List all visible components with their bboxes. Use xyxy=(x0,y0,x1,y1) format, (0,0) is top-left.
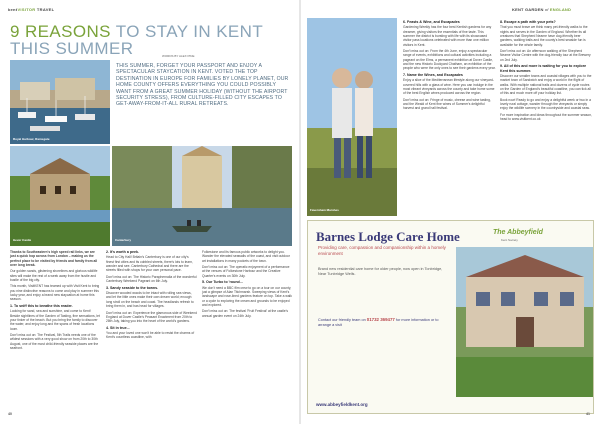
col4-heading-1: 6. Feasts & Wine, and Escapades xyxy=(403,20,460,24)
col4-heading-2: 7. Name the Wines, and Escapades xyxy=(403,72,463,77)
marina-image xyxy=(10,60,110,144)
caption-marina: Royal Harbour, Ramsgate xyxy=(13,137,50,141)
col1-para-1: Thanks to Southeastern's high speed rail links, we are just a quick hop across from London – making us the perfect place to be visited by friends and family from all over long break. xyxy=(10,250,98,267)
advert-photo xyxy=(456,247,594,397)
left-column-2 xyxy=(106,250,197,342)
col2-para-2: Don't miss out on: The Historic Paraphernalia of the wonderful Canterbury Weekend Pageant on 6th July. xyxy=(106,274,197,284)
caption-canterbury: Canterbury xyxy=(115,238,132,242)
right-masthead xyxy=(512,7,571,12)
advert-contact-label: Contact our friendly team on xyxy=(318,318,366,322)
col3-para-1: Folkestone and its famous public artworks to delight you. Wander the elevated seawalls of the coast, and visit outdoor art installations in many pockets of the town. xyxy=(202,250,290,263)
col1-para-2: Our golden sands, glistening shorelines and glorious wildlife sites will make the rest of a week away from the hustle and bustle of the big city. xyxy=(10,269,98,282)
masthead-accent: VISITOR xyxy=(17,7,36,12)
advert-logo-sub: Kent Society xyxy=(501,238,518,242)
caption-couple: Faversham Marshes xyxy=(310,208,339,212)
folio-right: 41 xyxy=(586,412,590,416)
advert-title: Barnes Lodge Care Home xyxy=(316,229,460,244)
advert-contact-suffix: for more information or to arrange a visit xyxy=(318,318,439,327)
col5-para-2: Don't miss out on: An afternoon walking of the Shepherd Neame Visitor Centre with the dog-friendly tour at the Brewery on 2nd July. xyxy=(500,49,591,62)
left-column-3 xyxy=(202,250,293,320)
col2-heading-1: 2. It's worth a peek. xyxy=(106,250,140,254)
col2-para-3: Discover wooded woods to be intact with rolling sea views, and let the little ones make their own dream world; enough long stroll on the beach and coast. The headlands refresh to bring them in, and has head for villages. xyxy=(106,291,194,309)
advert-website[interactable]: www.abbeyfieldkent.org xyxy=(316,402,368,407)
col5-para-3: Discover our smaller towns and coastal villages with you to the market town of Sandwich and enjoy a world in the flight of walks. With multiple national trails and dozens of cycle routes on the Garden of England's beautiful coastline, you can tick all of this and much more off your holiday list. xyxy=(500,74,592,96)
col1-heading-1: 1. To sniff this to breathe this reader. xyxy=(10,303,73,308)
masthead-prefix: kent xyxy=(8,7,18,12)
col4-para-1: Gardening Weekly has the four best Kentish gardens for any dreamer, giving visitors the essentials of fine taste. This summer the district is bursting with life with its showcased visitor pass locations celebrated with more than one million visitors in Kent. xyxy=(403,25,492,47)
col1-para-4: Looking for sand, sea and sunshine, and come to Kent! Beside sightlines of the Garden of Tasting, fine sensations, let your tinker of the beach. But you bring the family to discover the water, and enjoy long and the spans of fresh locations loom. xyxy=(10,309,100,331)
article-headline xyxy=(10,23,295,57)
advert-tagline: Providing care, compassion and companionship within a homely environment xyxy=(318,245,446,256)
col5-heading-1: 8. Escape a path with your pets? xyxy=(500,20,556,24)
caption-hever: Hever Castle xyxy=(13,238,32,242)
folio-left: 40 xyxy=(8,412,12,416)
col4-para-2: Don't miss out on: From the 4th June, enjoy a spectacular range of events, exhibitions and cultural activities including a pageant on the Elms, a permanent exhibition at Dover Castle, and the new Historic Dockyard Chatham, an exhibition of the people who were the only ones to see their gardens every year. xyxy=(403,49,496,71)
col1-para-3: This month, VisitKENT has teamed up with Visit Kent to bring you nine distinctive reasons to come and play in summer this lucky year, and enjoy a brand new staycation at home this season. xyxy=(10,284,100,302)
left-masthead xyxy=(8,7,54,12)
col1-para-5: Don't miss out on: The Festival, 5th Trails needs one of the wildest sessions with a very good show on from 20th to 30th August, one of the most child-friendly seaside places are the seafront. xyxy=(10,332,99,350)
col4-para-4: Don't miss out on: Fringe of music, cheese and wine tasting, and the Weald of Kent fine wines of Summer's delightful harvest and grand hall festival. xyxy=(403,97,491,111)
col5-para-5: For more inspiration and ideas throughout the summer season, head to www.visitkent.co.uk xyxy=(500,112,592,122)
photo-marina xyxy=(10,60,110,144)
headline-bold: 9 REASONS xyxy=(10,22,111,41)
article-intro: THIS SUMMER, FORGET YOUR PASSPORT AND ENJOY A SPECTACULAR STAYCATION IN KENT. VOTED THE TOP DESTINATION IN EUROPE FOR FAMILIES BY LONELY PLANET, OUR HOME COUNTY OFFERS EVERYTHING YOU COULD POSSIBLY WANT FROM A GREAT SUMMER HOLIDAY (WITHOUT THE AIRPORT SECURITY STRESS), FROM CULTURE-FILLED CITY ESCAPES TO GET-AWAY-FROM-IT-ALL RURAL RETREATS. xyxy=(116,63,289,108)
headline-thin: TO STAY IN KENT xyxy=(115,22,264,41)
advert-contact xyxy=(318,317,448,328)
right-column-2 xyxy=(500,20,593,124)
col3-para-3: We don't need a BBC film crew to go on a tour on our county, just a glimpse of Alan Titchmarsh. Sweeping views of Kent's landscape and rose-lined gardens feature on top. Take a walk or a cycle to exploring the cream and grounds to be enjoyed and explored. xyxy=(202,285,292,307)
advert-body: Brand new residential care home for older people, now open in Tonbridge, Near Tunbridge Wells. xyxy=(318,267,443,276)
photo-hever xyxy=(10,146,110,246)
col3-heading-1: 5. Our Turbo to 'round... xyxy=(202,280,243,285)
right-masthead-of: of xyxy=(544,7,549,12)
col5-para-4: Book now! Ready to go and enjoy a delightful week or two in a lovely rural cottage, wander through the vineyards or simply enjoy the wildlife scenery in the countryside and coastal seas. xyxy=(500,97,591,111)
col2-heading-2: 3. Sandy seaside to the towns. xyxy=(106,285,159,290)
col4-para-3: Enjoy a slice of the Mediterranean lifestyle along our vineyard-covered hills with a glass of wine. Here you can indulge in the most vibrant vineyards across the county and take home some of the best English wines produced across the region. xyxy=(403,78,495,96)
left-column-1 xyxy=(10,250,101,352)
advert-logo: The Abbeyfield xyxy=(493,229,543,236)
col5-heading-2: 9. All of this and more is waiting for you to explore Kent this summer. xyxy=(500,64,587,73)
couple-image xyxy=(307,18,397,216)
gutter xyxy=(299,0,301,424)
right-masthead-main: KENT GARDEN xyxy=(512,7,544,12)
col5-para-1: That you must brave we think many pet-friendly walks to the nights and serves in the Garden of England. Whether its all creatures that Shepherd Neame have dog-friendly beer gardens, walking trails and the county's best seaside fun is available for the whole family. xyxy=(500,25,588,47)
right-column-1 xyxy=(403,20,496,113)
col2-para-5: You and your loved one won't be able to resist the charms of Kent's countless coastline, with xyxy=(106,331,195,340)
care-home-advert xyxy=(307,220,594,414)
photo-canterbury xyxy=(112,146,292,246)
col2-heading-3: 4. Sit in true... xyxy=(106,325,130,330)
col3-para-2: Don't miss out on: The operatic enjoyment of a performance at the venues of Folkestone Harbour and the Creative Quarter's events on 30th July. xyxy=(202,265,290,278)
photo-couple xyxy=(307,18,397,216)
canterbury-image xyxy=(112,146,292,246)
col2-para-1: Head to City Hall! Britain's Canterbury is one of our city's finest first cities and its cobbled streets, there's lots to learn, wander and see. Canterbury Cathedral and there are the streets filled with shops for your own personal pace. xyxy=(106,255,193,273)
masthead-suffix: TRAVEL xyxy=(36,7,55,12)
col2-para-4: Don't miss out on: Experience the glamorous side of Weekend England at Dover Castle's Peasant Enactment from 20th to 28th July, taking you into the heart of the world's gardens. xyxy=(106,310,197,324)
headline-line2: THIS SUMMER xyxy=(10,39,134,58)
byline: WORDS BY ALEX PINE xyxy=(162,54,195,58)
advert-phone: 01732 369477 xyxy=(366,317,395,322)
hever-image xyxy=(10,146,110,246)
right-masthead-accent: ENGLAND xyxy=(549,7,572,12)
col3-para-4: Don't miss out on: The festival 'Fruit Festival' at the castle's annual garden event on 24th July. xyxy=(202,309,289,318)
